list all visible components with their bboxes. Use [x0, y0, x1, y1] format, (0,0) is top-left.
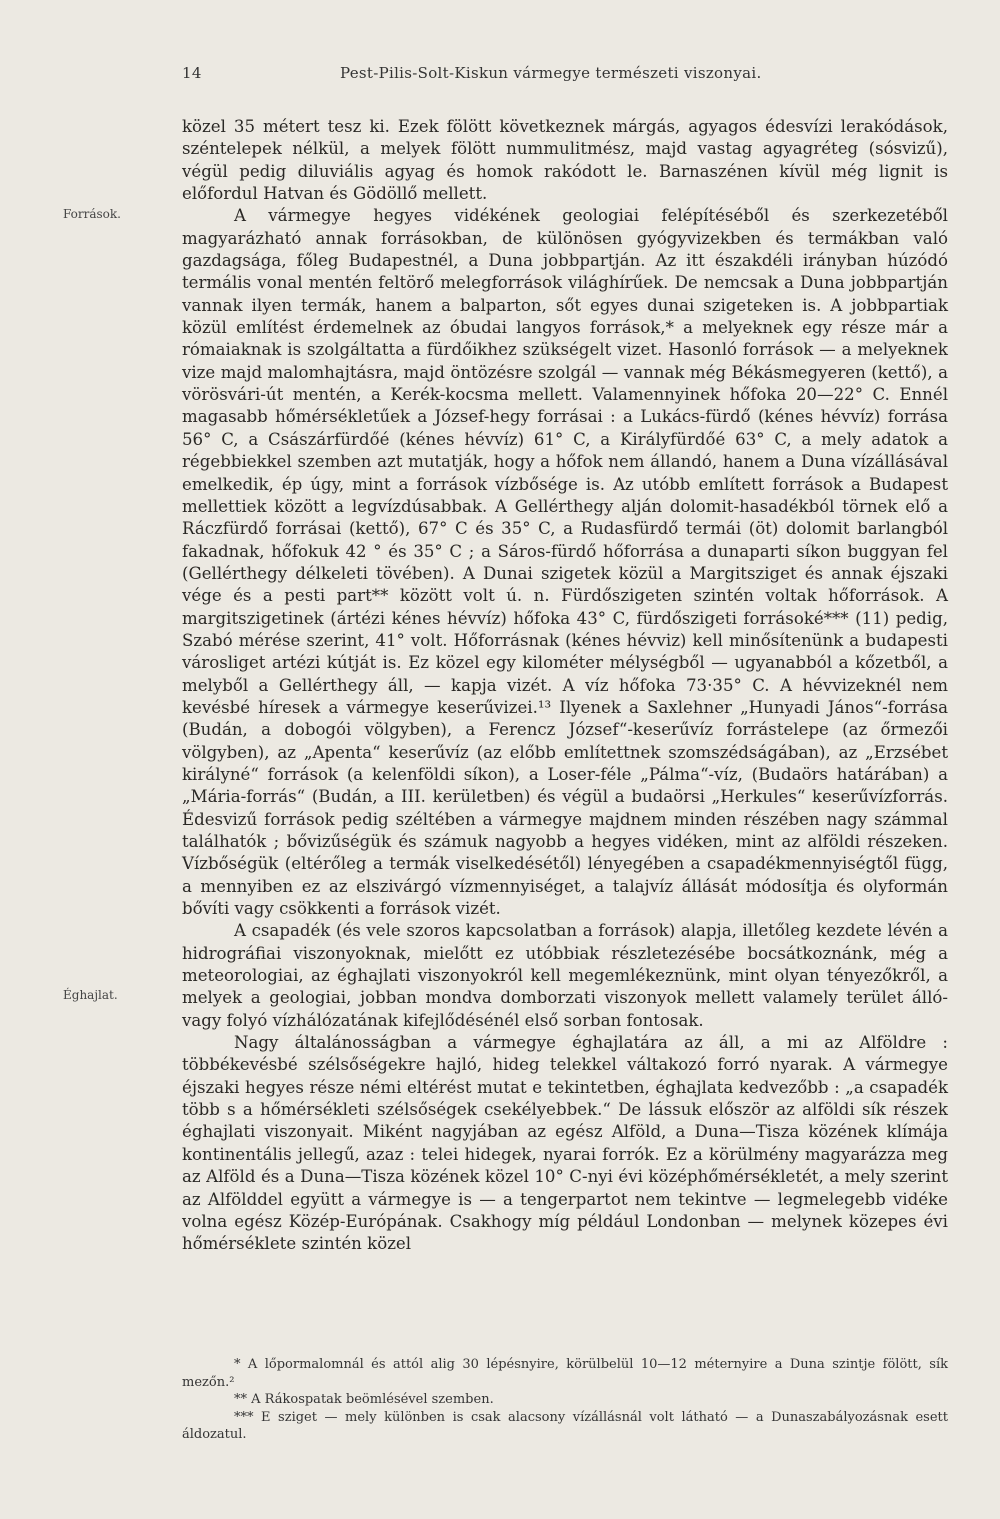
paragraph-geology-end: közel 35 métert tesz ki. Ezek fölött következnek márgás, agyagos édesvízi lerakódások, széntelepek nélkül, a melyek fölött nummulitmész, majd vastag agyagréteg (sósvizű), végül pedig diluviális agyag és homok rakódott le. Barnaszénen kívül még lignit is előfordul Hatvan és Gödöllő mellett. — [182, 117, 948, 204]
footnote-1: * A lőpormalomnál és attól alig 30 lépésnyire, körülbelül 10—12 méternyire a Duna szintje fölött, sík mezőn.² — [182, 1357, 948, 1390]
margin-note-forrasok: Források. — [63, 207, 121, 221]
footnotes — [182, 1356, 948, 1444]
margin-note-eghajlat: Éghajlat. — [63, 988, 118, 1002]
paragraph-eghajlat: Nagy általánosságban a vármegye éghajlatára az áll, a mi az Alföldre : többékevésbé szélsőségekre hajló, hideg telekkel váltakozó forró nyarak. A vármegye éjszaki hegyes része némi eltérést mutat e tekintetben, éghajlata kedvezőbb : „a csapadék több s a hőmérsékleti szélsőségek csekélyebbek.“ De lássuk először az alföldi sík részek éghajlati viszonyait. Miként nagyjában az egész Alföld, a Duna—Tisza közének klímája kontinentális jellegű, azaz : telei hidegek, nyarai forrók. Ez a körülmény magyarázza meg az Alföld és a Duna—Tisza közének közel 10° C-nyi évi középhőmérsékletét, a mely szerint az Alfölddel együtt a vármegye is — a tengerpartot nem tekintve — legmelegebb vidéke volna egész Közép-Európának. Csakhogy míg például Londonban — melynek közepes évi hőmérséklete szintén közel — [182, 1033, 948, 1254]
page-number: 14 — [182, 64, 202, 82]
paragraph-forrasok: A vármegye hegyes vidékének geologiai felépítéséből és szerkezetéből magyarázható annak forrásokban, de különösen gyógyvizekben és termákban való gazdagsága, főleg Budapestnél, a Duna jobbpartján. Az itt északdéli irányban húzódó termális vonal mentén feltörő melegforrások világhírűek. De nemcsak a Duna jobbpartján vannak ilyen termák, hanem a balparton, sőt egyes dunai szigeteken is. A jobbpartiak közül említést érdemelnek az óbudai langyos források,* a melyeknek egy része már a rómaiaknak is szolgáltatta a fürdőikhez szükségelt vizet. Hasonló források — a melyeknek vize majd malomhajtásra, majd öntözésre szolgál — vannak még Békásmegyeren (kettő), a vörösvári-út mentén, a Kerék-kocsma mellett. Valamennyinek hőfoka 20—22° C. Ennél magasabb hőmérsékletűek a József-hegy forrásai : a Lukács-fürdő (kénes hévvíz) forrása 56° C, a Császárfürdőé (kénes hévvíz) 61° C, a Királyfürdőé 63° C, a mely adatok a régebbiekkel szemben azt mutatják, hogy a hőfok nem állandó, hanem a Duna vízállásával emelkedik, ép úgy, mint a források vízbősége is. Az utóbb említett források a Budapest mellettiek között a legvízdúsabbak. A Gellérthegy alján dolomit-hasadékból törnek elő a Ráczfürdő forrásai (kettő), 67° C és 35° C, a Rudasfürdő termái (öt) dolomit barlangból fakadnak, hőfokuk 42 ° és 35° C ; a Sáros-fürdő hőforrása a dunaparti síkon buggyan fel (Gellérthegy délkeleti tövében). A Dunai szigetek közül a Margitsziget és annak éjszaki vége és a pesti part** között volt ú. n. Fürdőszigeten szintén voltak hőforrások. A margitszigetinek (ártézi kénes hévvíz) hőfoka 43° C, fürdőszigeti forrásoké*** (11) pedig, Szabó mérése szerint, 41° volt. Hőforrásnak (kénes hévviz) kell minősítenünk a budapesti városliget artézi kútját is. Ez közel egy kilométer mélységből — ugyanabból a kőzetből, a melyből a Gellérthegy áll, — kapja vizét. A víz hőfoka 73·35° C. A hévvizeknél nem kevésbé híresek a vármegye keserűvizei.¹³ Ilyenek a Saxlehner „Hunyadi János“-forrása (Budán, a dobogói völgyben), a Ferencz József“-keserűvíz forrástelepe (az őrmezői völgyben), az „Apenta“ keserűvíz (az előbb említettnek szomszédságában), az „Erzsébet királyné“ források (a kelenföldi síkon), a Loser-féle „Pálma“-víz, (Budaörs határában) a „Mária-forrás“ (Budán, a III. kerületben) és végül a budaörsi „Herkules“ keserűvízforrás. Édesvizű források pedig széltében a vármegye majdnem minden részében nagy számmal találhatók ; bővizűségük és számuk nagyobb a hegyes vidéken, mint az alföldi részeken. Vízbőségük (eltérőleg a termák viselkedésétől) lényegében a csapadékmennyiségtől függ, a mennyiben ez az elszivárgó vízmennyiséget, a talajvíz állását módosítja és olyformán bővíti vagy csökkenti a források vizét. — [182, 206, 948, 919]
paragraph-csapadek: A csapadék (és vele szoros kapcsolatban a források) alapja, illetőleg kezdete lévén a hidrográfiai viszonyoknak, mielőtt ez utóbbiak részletezésébe bocsátkoznánk, még a meteorologiai, az éghajlati viszonyokról kell megemlékeznünk, mint olyan tényezőkről, a melyek a geologiai, jobban mondva domborzati viszonyok mellett valamely terület álló- vagy folyó vízhálózatának kifejlődésénél első sorban fontosak. — [182, 921, 948, 1030]
footnote-2: ** A Rákospatak beömlésével szemben. — [234, 1392, 494, 1407]
main-text — [182, 116, 948, 1256]
running-title: Pest-Pilis-Solt-Kiskun vármegye természeti viszonyai. — [340, 64, 762, 82]
footnote-3: *** E sziget — mely különben is csak alacsony vízállásnál volt látható — a Dunaszabályozásnak esett áldozatul. — [182, 1409, 948, 1442]
